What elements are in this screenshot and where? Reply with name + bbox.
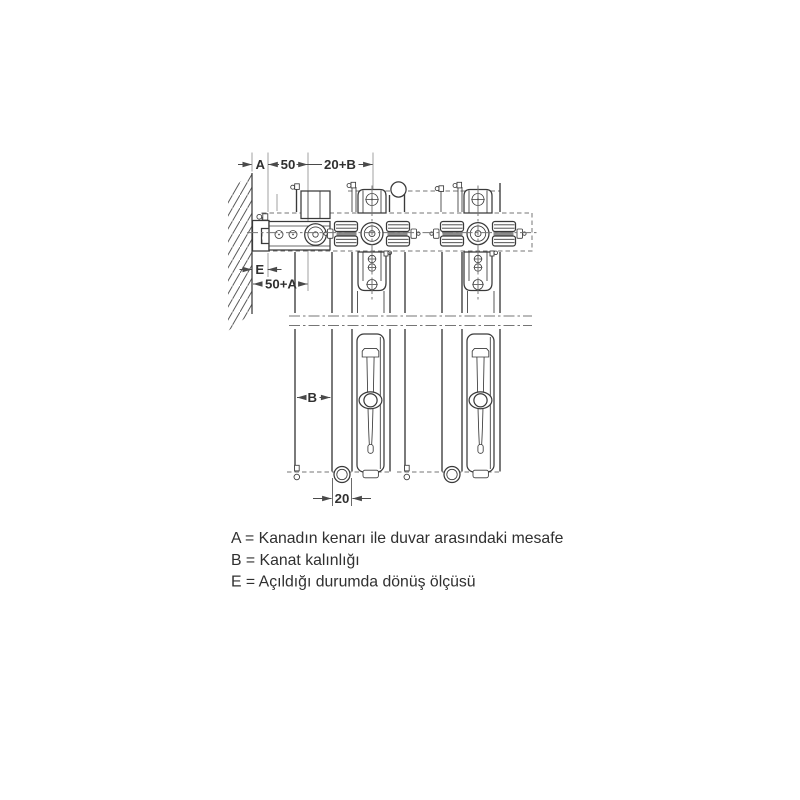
legend-line-b: B = Kanat kalınlığı: [231, 552, 360, 569]
dim-label-a: A: [255, 157, 266, 172]
dim-label-e: E: [255, 262, 265, 277]
dim-label-50: 50: [280, 157, 296, 172]
belt-pulley-circle: [391, 182, 406, 197]
pin-icon: [384, 251, 388, 256]
bottom-guide-tab: [363, 470, 378, 478]
wall-section: [228, 173, 252, 331]
dim-label-20: 20: [334, 491, 350, 506]
bracket-pin-head: [263, 214, 268, 220]
flush-bolt-unit: [357, 334, 384, 478]
pin-icon: [291, 185, 295, 189]
pivot-guide-block: [269, 222, 330, 251]
dim-label-50a: 50+A: [265, 276, 297, 292]
bolt-tip: [368, 445, 373, 454]
pin-icon: [347, 184, 351, 188]
bolt-knob: [364, 394, 377, 407]
axle-pin: [328, 229, 334, 238]
wall-hatch: [228, 173, 252, 331]
dim-label-20b: 20+B: [324, 157, 356, 172]
bolt-t-handle: [362, 349, 379, 357]
axle-pin: [411, 229, 417, 238]
legend-line-e: E = Açıldığı durumda dönüş ölçüsü: [231, 573, 476, 591]
legend-line-a: A = Kanadın kenarı ile duvar arasındaki mesafe: [231, 530, 564, 547]
dim-label-b: B: [307, 390, 318, 405]
track-end-block: [301, 191, 330, 219]
bracket-pin-circle: [257, 214, 262, 219]
pin-icon: [295, 465, 300, 471]
